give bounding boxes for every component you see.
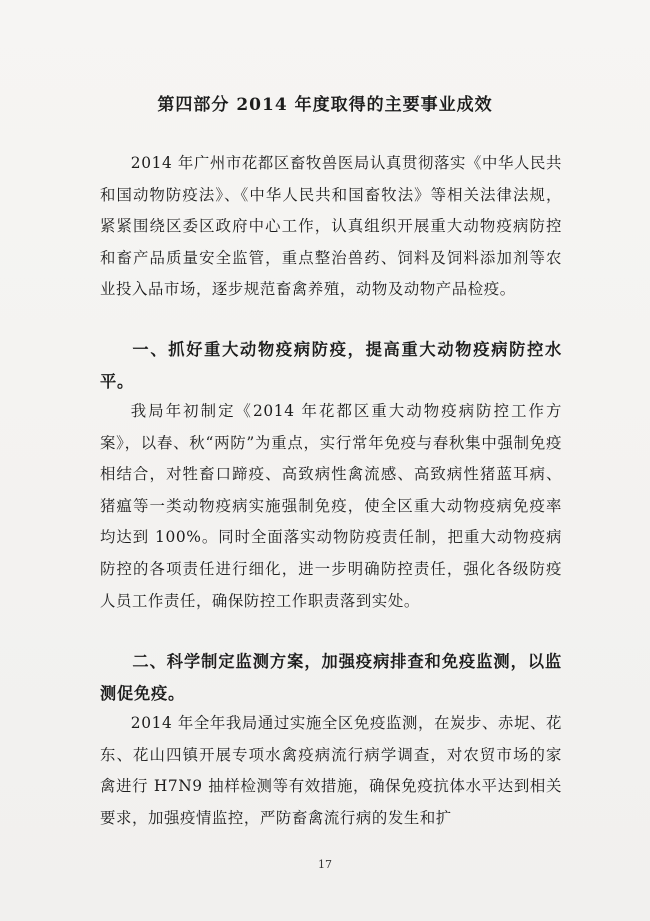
body-paragraph-epidemic-control: 我局年初制定《2014 年花都区重大动物疫病防控工作方案》，以春、秋“两防”为重点，实行常年免疫与春秋集中强制免疫相结合，对牲畜口蹄疫、高致病性禽流感、高致病性猪蓝耳病、猪瘟等一类动物疫病实施强制免疫，使全区重大动物疫病免疫率均达到 100%。同时全面落实动物防疫责任制，把重大动物疫病防控的各项责任进行细化，进一步明确防控责任，强化各级防疫人员工作责任，确保防控工作职责落到实处。 [100, 402, 562, 610]
section-heading-1: 一、抓好重大动物疫病防疫，提高重大动物疫病防控水平。 [100, 340, 562, 391]
body-paragraph-monitoring: 2014 年全年我局通过实施全区免疫监测，在炭步、赤坭、花东、花山四镇开展专项水禽疫病流行病学调查，对农贸市场的家禽进行 H7N9 抽样检测等有效措施，确保免疫抗体水平达到相关要求，加强疫情监控，严防畜禽流行病的发生和扩 [100, 714, 562, 827]
body-paragraph-intro: 2014 年广州市花都区畜牧兽医局认真贯彻落实《中华人民共和国动物防疫法》、《中华人民共和国畜牧法》等相关法律法规，紧紧围绕区委区政府中心工作，认真组织开展重大动物疫病防控和畜产品质量安全监管，重点整治兽药、饲料及饲料添加剂等农业投入品市场，逐步规范畜禽养殖，动物及动物产品检疫。 [100, 154, 562, 299]
section-heading-2: 二、科学制定监测方案，加强疫病排查和免疫监测，以监测促免疫。 [100, 652, 562, 703]
section-title: 第四部分 2014 年度取得的主要事业成效 [157, 95, 493, 115]
page-number: 17 [318, 858, 332, 871]
